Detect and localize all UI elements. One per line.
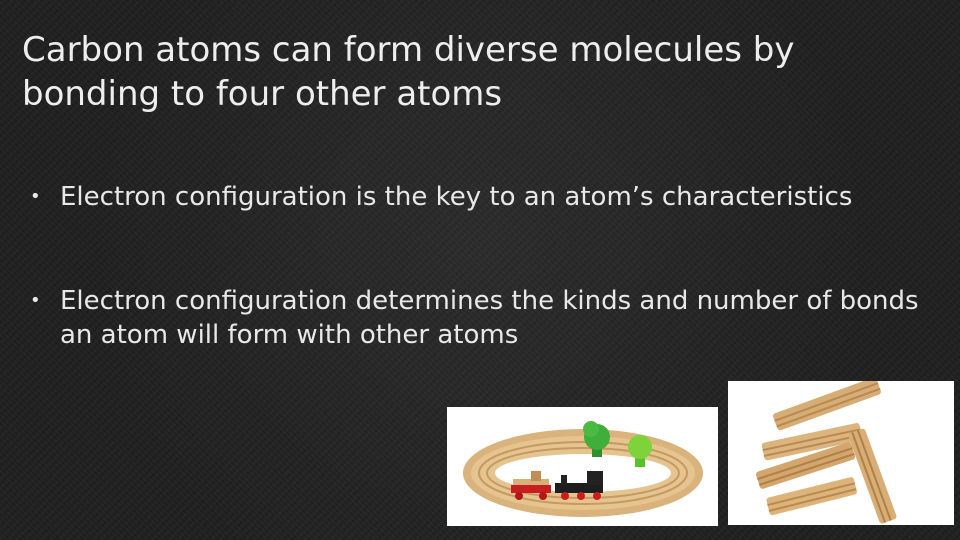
- track-pieces-illustration: [728, 381, 954, 525]
- wooden-train-set-photo: [447, 407, 718, 526]
- bullet-text: Electron configuration is the key to an atom’s characteristics: [60, 182, 853, 212]
- slide-title: Carbon atoms can form diverse molecules by bonding to four other atoms: [22, 30, 795, 114]
- bullet-item: [28, 180, 928, 214]
- bullet-list: [28, 180, 928, 352]
- bullet-dot-icon: •: [30, 290, 41, 311]
- bullet-text: Electron configuration determines the kinds and number of bonds an atom will form with other atoms: [60, 286, 919, 350]
- train-set-illustration: [447, 407, 718, 526]
- bullet-item: [28, 284, 928, 352]
- bullet-dot-icon: •: [30, 186, 41, 207]
- wooden-track-pieces-photo: [728, 381, 954, 525]
